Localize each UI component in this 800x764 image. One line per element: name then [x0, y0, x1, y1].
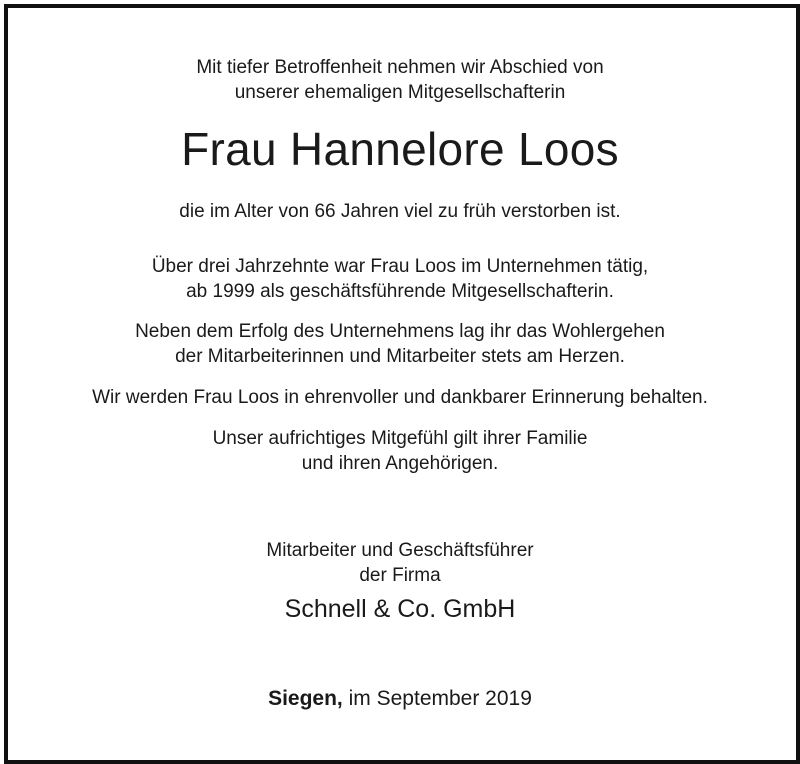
- intro-line-2: unserer ehemaligen Mitgesellschafterin: [234, 82, 566, 103]
- memory-text: [0, 385, 800, 410]
- sympathy-text: [0, 426, 800, 476]
- date-text: im September 2019: [348, 687, 532, 710]
- intro-line-1: Mit tiefer Betroffenheit nehmen wir Abschied von: [196, 57, 604, 78]
- signature-line-2: der Firma: [359, 565, 441, 586]
- obituary-border: [4, 4, 800, 764]
- care-line-1: Neben dem Erfolg des Unternehmens lag ihr das Wohlergehen: [135, 321, 665, 342]
- age-line: die im Alter von 66 Jahren viel zu früh verstorben ist.: [179, 201, 621, 222]
- age-text: [0, 199, 800, 224]
- care-line-2: der Mitarbeiterinnen und Mitarbeiter stets am Herzen.: [175, 346, 625, 367]
- tenure-text: [0, 254, 800, 304]
- sympathy-line-2: und ihren Angehörigen.: [301, 453, 499, 474]
- memory-line: Wir werden Frau Loos in ehrenvoller und dankbarer Erinnerung behalten.: [92, 387, 708, 408]
- company-name: Schnell & Co. GmbH: [284, 595, 516, 623]
- care-text: [0, 319, 800, 369]
- deceased-name-block: [0, 123, 800, 175]
- signature-line-1: Mitarbeiter und Geschäftsführer: [266, 540, 534, 561]
- deceased-name: Frau Hannelore Loos: [181, 123, 619, 175]
- intro-text: [0, 55, 800, 105]
- tenure-line-2: ab 1999 als geschäftsführende Mitgesellschafterin.: [186, 281, 614, 302]
- sympathy-line-1: Unser aufrichtiges Mitgefühl gilt ihrer Familie: [212, 428, 588, 449]
- place-date: [0, 686, 800, 712]
- place-name: Siegen,: [268, 687, 343, 710]
- signature-block: [0, 538, 800, 624]
- tenure-line-1: Über drei Jahrzehnte war Frau Loos im Unternehmen tätig,: [151, 256, 649, 277]
